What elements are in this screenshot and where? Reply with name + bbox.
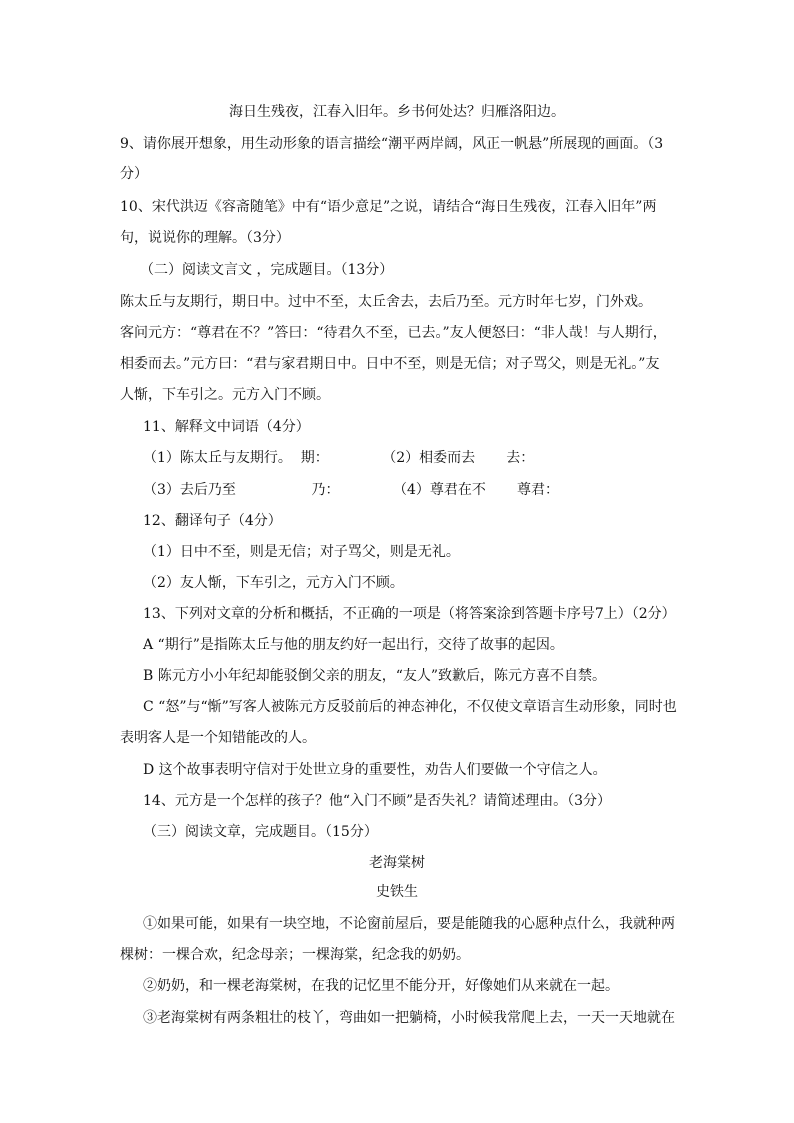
option-a: A “期行”是指陈太丘与他的朋友约好一起出行，交待了故事的起因。 — [143, 637, 564, 653]
poem-line: 海日生残夜，江春入旧年。乡书何处达？归雁洛阳边。 — [229, 104, 565, 120]
question-11-items-1: （1）陈太丘与友期行。 期： （2）相委而去 去： — [143, 450, 535, 466]
question-12: 12、翻译句子（4分） — [143, 513, 282, 529]
question-12-item-2: （2）友人惭，下车引之，元方入门不顾。 — [143, 575, 404, 591]
question-11: 11、解释文中词语（4分） — [143, 419, 310, 435]
classical-text-line: 陈太丘与友期行，期日中。过中不至，太丘舍去，去后乃至。元方时年七岁，门外戏。 — [120, 294, 652, 310]
question-11-items-2: （3）去后乃至 乃： （4）尊君在不 尊君： — [143, 482, 560, 498]
question-9: 9、请你展开想象，用生动形象的语言描绘“潮平两岸阔，风正一帆悬”所展现的画面。（3 — [120, 136, 664, 152]
classical-text-line: 相委而去。”元方曰：“君与家君期日中。日中不至，则是无信；对子骂父，则是无礼。”友 — [120, 356, 660, 372]
question-9-cont: 分） — [120, 166, 148, 182]
paragraph-1-cont: 棵树：一棵合欢，纪念母亲；一棵海棠，纪念我的奶奶。 — [120, 947, 470, 963]
question-10: 10、宋代洪迈《容斋随笔》中有“语少意足”之说，请结合“海日生残夜，江春入旧年”两 — [120, 199, 657, 215]
classical-text-line: 客问元方：“尊君在不？”答曰：“待君久不至，已去。”友人便怒曰：“非人哉！与人期行， — [120, 325, 667, 341]
classical-text-line: 人惭，下车引之。元方入门不顾。 — [120, 387, 330, 403]
paragraph-3: ③老海棠树有两条粗壮的枝丫，弯曲如一把躺椅，小时候我常爬上去，一天一天地就在 — [143, 1010, 675, 1026]
section-3-heading: （三）阅读文章，完成题目。（15分） — [143, 824, 378, 840]
question-10-cont: 句，说说你的理解。（3分） — [120, 230, 290, 246]
paragraph-1: ①如果可能，如果有一块空地，不论窗前屋后，要是能随我的心愿种点什么，我就种两 — [143, 916, 675, 932]
option-c-cont: 表明客人是一个知错能改的人。 — [120, 730, 316, 746]
article-author: 史铁生 — [376, 884, 418, 900]
section-2-heading: （二）阅读文言文 ，完成题目。（13分） — [140, 262, 394, 278]
question-14: 14、元方是一个怎样的孩子？他“入门不顾”是否失礼？请简述理由。（3分） — [143, 793, 612, 809]
option-d: D 这个故事表明守信对于处世立身的重要性，劝告人们要做一个守信之人。 — [143, 762, 607, 778]
article-title: 老海棠树 — [369, 855, 425, 871]
option-c: C “怒”与“惭”写客人被陈元方反驳前后的神态神化，不仅使文章语言生动形象，同时也 — [143, 699, 677, 715]
option-b: B 陈元方小小年纪却能驳倒父亲的朋友，“友人”致歉后，陈元方喜不自禁。 — [143, 668, 607, 684]
paragraph-2: ②奶奶，和一棵老海棠树，在我的记忆里不能分开，好像她们从来就在一起。 — [143, 978, 619, 994]
question-13: 13、下列对文章的分析和概括，不正确的一项是（将答案涂到答题卡序号7上）（2分） — [143, 606, 676, 622]
question-12-item-1: （1）日中不至，则是无信；对子骂父，则是无礼。 — [143, 544, 460, 560]
